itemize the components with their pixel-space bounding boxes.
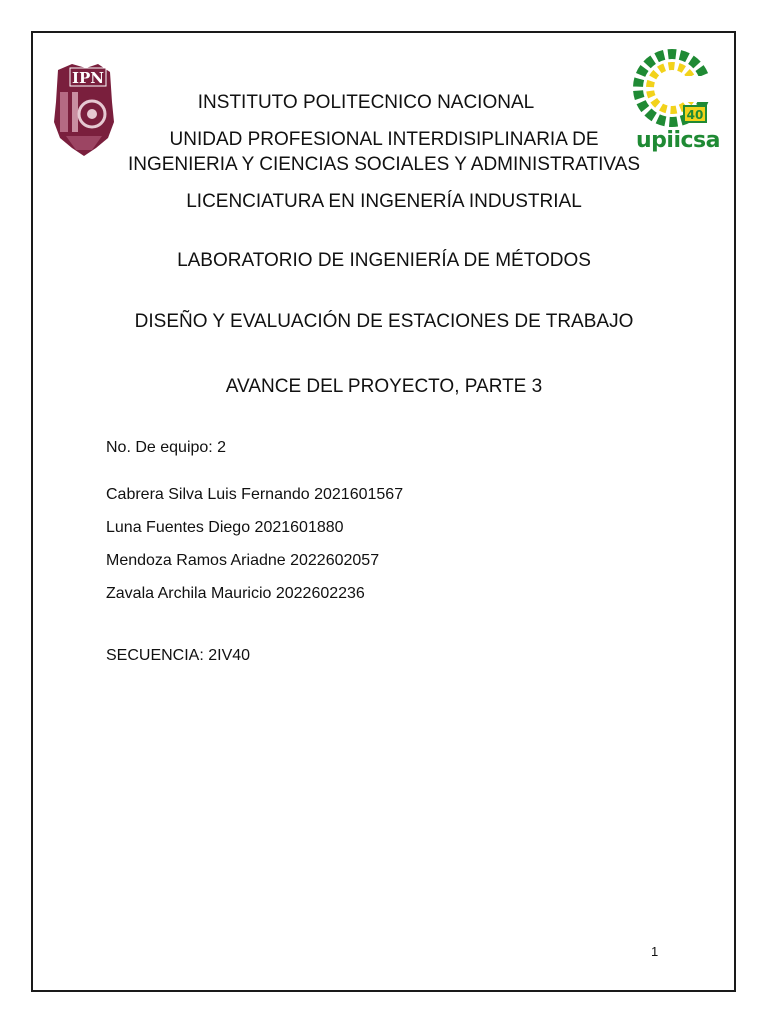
unit-name-line1: UNIDAD PROFESIONAL INTERDISIPLINARIA DE xyxy=(169,129,599,150)
team-member: Mendoza Ramos Ariadne 2022602057 xyxy=(106,552,380,569)
unit-name-line2: INGENIERIA Y CIENCIAS SOCIALES Y ADMINISTRATIVAS xyxy=(127,154,641,175)
ipn-logo-text: IPN xyxy=(71,69,105,87)
career-name: LICENCIATURA EN INGENERÍA INDUSTRIAL xyxy=(186,191,582,212)
upiicsa-wordmark: upiicsa xyxy=(636,128,720,153)
lab-name: LABORATORIO DE INGENIERÍA DE MÉTODOS xyxy=(177,250,591,271)
team-member: Luna Fuentes Diego 2021601880 xyxy=(106,519,344,536)
team-member: Cabrera Silva Luis Fernando 2021601567 xyxy=(106,486,404,503)
team-number: No. De equipo: 2 xyxy=(106,439,227,456)
topic-title: DISEÑO Y EVALUACIÓN DE ESTACIONES DE TRABAJO xyxy=(134,311,634,332)
institution-name: INSTITUTO POLITECNICO NACIONAL xyxy=(197,92,535,113)
page-number: 1 xyxy=(651,944,659,959)
upiicsa-badge: 40 xyxy=(686,108,704,122)
deliverable-title: AVANCE DEL PROYECTO, PARTE 3 xyxy=(225,376,543,397)
sequence: SECUENCIA: 2IV40 xyxy=(106,647,251,664)
team-member: Zavala Archila Mauricio 2022602236 xyxy=(106,585,365,602)
